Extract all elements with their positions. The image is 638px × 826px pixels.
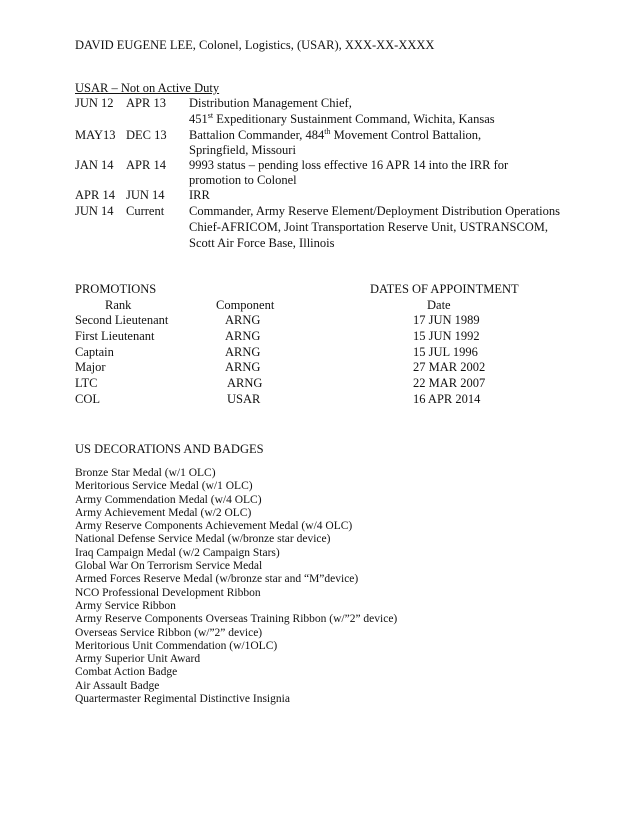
promotion-date: 27 MAR 2002 [413, 360, 486, 374]
entry-from: JUN 12 [75, 96, 114, 110]
entry-from: JUN 14 [75, 204, 114, 218]
promotion-rank: LTC [75, 376, 98, 390]
promotion-date: 15 JUL 1996 [413, 345, 478, 359]
entry-from: JAN 14 [75, 158, 114, 172]
entry-description: IRR [189, 188, 210, 202]
entry-description: Commander, Army Reserve Element/Deployment Distribution Operations [189, 204, 560, 218]
decoration-item: Air Assault Badge [75, 679, 160, 692]
promotion-component: ARNG [225, 329, 261, 343]
decoration-item: Iraq Campaign Medal (w/2 Campaign Stars) [75, 546, 280, 559]
entry-description: promotion to Colonel [189, 173, 297, 187]
column-header-rank: Rank [105, 298, 132, 312]
decoration-item: Quartermaster Regimental Distinctive Insignia [75, 693, 290, 706]
decoration-item: Armed Forces Reserve Medal (w/bronze star and “M”device) [75, 573, 359, 586]
entry-from: APR 14 [75, 188, 115, 202]
entry-to: JUN 14 [126, 188, 165, 202]
promotion-component: ARNG [225, 313, 261, 327]
entry-to: APR 13 [126, 96, 166, 110]
entry-from: MAY13 [75, 128, 116, 142]
entry-to: DEC 13 [126, 128, 167, 142]
promotion-component: ARNG [225, 345, 261, 359]
decoration-item: Army Superior Unit Award [75, 653, 201, 666]
decoration-item: Meritorious Unit Commendation (w/1OLC) [75, 639, 278, 652]
document-title: DAVID EUGENE LEE, Colonel, Logistics, (USAR), XXX-XX-XXXX [75, 38, 435, 52]
decoration-item: National Defense Service Medal (w/bronze star device) [75, 533, 331, 546]
column-header-date: Date [427, 298, 451, 312]
promotion-rank: COL [75, 392, 100, 406]
promotion-rank: Major [75, 360, 106, 374]
service-heading: USAR – Not on Active Duty [75, 81, 220, 95]
entry-description: 9993 status – pending loss effective 16 APR 14 into the IRR for [189, 158, 509, 172]
decorations-heading: US DECORATIONS AND BADGES [75, 442, 264, 456]
entry-description: Distribution Management Chief, [189, 96, 352, 110]
decoration-item: Army Reserve Components Overseas Training Ribbon (w/”2” device) [75, 613, 398, 626]
decoration-item: Global War On Terrorism Service Medal [75, 560, 263, 573]
decoration-item: NCO Professional Development Ribbon [75, 586, 261, 599]
promotion-date: 16 APR 2014 [413, 392, 481, 406]
entry-description: Battalion Commander, 484th Movement Control Battalion, [189, 126, 482, 142]
decoration-item: Army Reserve Components Achievement Medal (w/4 OLC) [75, 520, 353, 533]
entry-description: Scott Air Force Base, Illinois [189, 236, 335, 250]
dates-heading: DATES OF APPOINTMENT [370, 282, 519, 296]
promotion-rank: Second Lieutenant [75, 313, 169, 327]
entry-to: Current [126, 204, 165, 218]
decoration-item: Army Commendation Medal (w/4 OLC) [75, 493, 262, 506]
entry-to: APR 14 [126, 158, 166, 172]
decorations-list [75, 467, 397, 706]
entry-description: 451st Expeditionary Sustainment Command, Wichita, Kansas [189, 110, 495, 126]
promotion-component: ARNG [227, 376, 263, 390]
decoration-item: Bronze Star Medal (w/1 OLC) [75, 467, 216, 479]
entry-description: Springfield, Missouri [189, 143, 296, 157]
promotion-rank: Captain [75, 345, 114, 359]
decoration-item: Meritorious Service Medal (w/1 OLC) [75, 480, 253, 493]
decoration-item: Combat Action Badge [75, 666, 178, 679]
promotion-rank: First Lieutenant [75, 329, 155, 343]
promotion-date: 17 JUN 1989 [413, 313, 480, 327]
decoration-item: Army Achievement Medal (w/2 OLC) [75, 506, 252, 519]
promotion-component: ARNG [225, 360, 261, 374]
column-header-component: Component [216, 298, 275, 312]
decoration-item: Army Service Ribbon [75, 599, 176, 612]
promotion-date: 15 JUN 1992 [413, 329, 480, 343]
entry-description: Chief-AFRICOM, Joint Transportation Reserve Unit, USTRANSCOM, [189, 220, 549, 234]
decoration-item: Overseas Service Ribbon (w/”2” device) [75, 626, 263, 639]
promotions-heading: PROMOTIONS [75, 282, 157, 296]
promotion-date: 22 MAR 2007 [413, 376, 486, 390]
promotion-component: USAR [227, 392, 261, 406]
